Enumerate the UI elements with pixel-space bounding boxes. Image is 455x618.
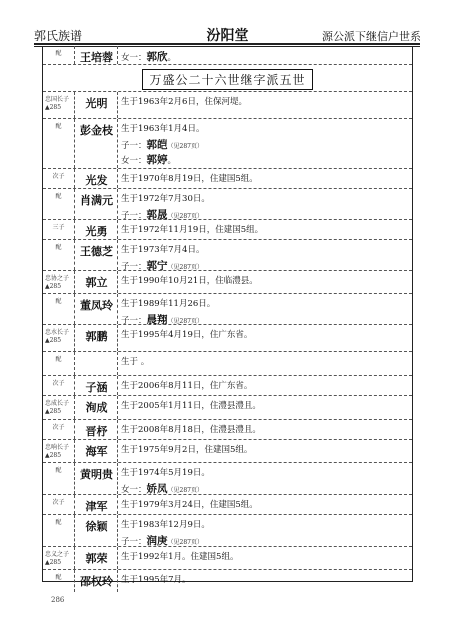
child-name: 郭婷 bbox=[146, 154, 168, 166]
relation-label: 配 bbox=[55, 574, 62, 581]
relation-cell bbox=[43, 352, 75, 375]
generation-band bbox=[43, 65, 412, 92]
detail-text: 生于1974年5月19日。 bbox=[121, 468, 210, 478]
relation-cell bbox=[43, 92, 75, 118]
person-name: 肖满元 bbox=[80, 194, 113, 207]
detail-line bbox=[121, 423, 261, 435]
relation-label: 三子 bbox=[52, 224, 65, 231]
detail-suffix: 。 bbox=[167, 156, 177, 166]
detail-line bbox=[121, 518, 210, 530]
relation-cell bbox=[43, 396, 75, 419]
detail-text: 子一： bbox=[121, 211, 147, 221]
person-name: 洵成 bbox=[85, 401, 108, 414]
detail-text: 生于2006年8月11日，住广东省。 bbox=[121, 381, 253, 391]
relation-cell bbox=[43, 169, 75, 188]
detail-text: 生于1995年7月。 bbox=[121, 575, 191, 585]
detail-cell bbox=[118, 119, 412, 168]
person-name: 光发 bbox=[85, 174, 108, 187]
detail-cell bbox=[118, 570, 412, 592]
detail-cell bbox=[118, 376, 412, 395]
detail-text: 生于1979年3月24日，住建国5组。 bbox=[121, 500, 258, 510]
person-name: 王培蓉 bbox=[80, 51, 113, 64]
detail-cell bbox=[118, 515, 412, 546]
page-reference: （见287页） bbox=[167, 143, 203, 150]
detail-line bbox=[121, 192, 210, 204]
relation-cell bbox=[43, 495, 75, 514]
person-name: 郭鹏 bbox=[85, 330, 108, 343]
detail-line bbox=[121, 243, 204, 255]
detail-text: 生于1990年10月21日，住临澧县。 bbox=[121, 276, 258, 286]
relation-label: 配 bbox=[55, 467, 62, 474]
detail-line bbox=[121, 573, 191, 585]
relation-label: 配 bbox=[55, 356, 62, 363]
page-reference: （见287页） bbox=[167, 213, 203, 220]
name-cell bbox=[75, 92, 118, 118]
name-cell bbox=[75, 46, 118, 64]
detail-line bbox=[121, 481, 203, 496]
detail-suffix: 。 bbox=[167, 53, 177, 63]
page-reference: （见287页） bbox=[167, 487, 203, 494]
detail-line bbox=[121, 379, 252, 391]
detail-text: 生于2008年8月18日，住澧县澧且。 bbox=[121, 425, 261, 435]
person-name: 海军 bbox=[85, 445, 108, 458]
relation-label: 忠协之子 ▲285 bbox=[45, 275, 70, 290]
table-row bbox=[43, 220, 412, 240]
detail-line bbox=[121, 533, 203, 548]
detail-cell bbox=[118, 92, 412, 118]
relation-label: 配 bbox=[55, 298, 62, 305]
relation-cell bbox=[43, 271, 75, 293]
child-name: 郭欣 bbox=[146, 51, 168, 63]
name-cell bbox=[75, 325, 118, 351]
detail-text: 生于1970年8月19日，住建国5组。 bbox=[121, 174, 258, 184]
detail-line bbox=[121, 466, 210, 478]
table-row bbox=[43, 240, 412, 271]
name-cell bbox=[75, 463, 118, 494]
name-cell bbox=[75, 240, 118, 270]
person-name: 郭荣 bbox=[85, 552, 108, 565]
table-row bbox=[43, 440, 412, 463]
detail-text: 子一： bbox=[121, 316, 147, 326]
relation-cell bbox=[43, 119, 75, 168]
table-row bbox=[43, 46, 412, 65]
table-row bbox=[43, 376, 412, 396]
header-rule-thick bbox=[34, 43, 420, 45]
detail-line bbox=[121, 172, 258, 184]
detail-line bbox=[121, 122, 204, 134]
table-row bbox=[43, 189, 412, 220]
table-row bbox=[43, 325, 412, 352]
detail-text: 生于1973年7月4日。 bbox=[121, 245, 205, 255]
relation-cell bbox=[43, 240, 75, 270]
detail-line bbox=[121, 297, 215, 309]
relation-label: 次子 bbox=[52, 380, 65, 387]
detail-text: 生于1963年2月6日，住保河堤。 bbox=[121, 97, 247, 107]
name-cell bbox=[75, 220, 118, 239]
detail-text: 子一： bbox=[121, 537, 147, 547]
detail-line bbox=[121, 355, 149, 367]
detail-cell bbox=[118, 189, 412, 219]
detail-cell bbox=[118, 294, 412, 324]
detail-line bbox=[121, 95, 247, 107]
page-header bbox=[0, 0, 455, 44]
relation-cell bbox=[43, 325, 75, 351]
person-name: 董凤玲 bbox=[80, 299, 113, 312]
table-row bbox=[43, 271, 412, 294]
table-row bbox=[43, 294, 412, 325]
name-cell bbox=[75, 294, 118, 324]
relation-label: 配 bbox=[55, 123, 62, 130]
detail-cell bbox=[118, 440, 412, 462]
name-cell bbox=[75, 570, 118, 592]
person-name: 王德芝 bbox=[80, 245, 113, 258]
person-name: 津军 bbox=[85, 500, 108, 513]
table-row bbox=[43, 352, 412, 376]
relation-cell bbox=[43, 420, 75, 439]
detail-text: 生于1972年7月30日。 bbox=[121, 194, 210, 204]
detail-cell bbox=[118, 240, 412, 270]
relation-label: 忠国长子 ▲285 bbox=[45, 96, 70, 111]
detail-cell bbox=[118, 420, 412, 439]
relation-label: 次子 bbox=[52, 424, 65, 431]
person-name: 徐颖 bbox=[85, 520, 108, 533]
relation-cell bbox=[43, 463, 75, 494]
relation-cell bbox=[43, 220, 75, 239]
person-name: 晋杼 bbox=[85, 425, 108, 438]
branch-title: 源公派下继信户世系 bbox=[322, 30, 421, 43]
table-row bbox=[43, 119, 412, 169]
page-reference: （见287页） bbox=[167, 539, 203, 546]
detail-text: 生于1972年11月19日，住建国5组。 bbox=[121, 225, 264, 235]
detail-text: 生于1995年4月19日，住广东省。 bbox=[121, 330, 253, 340]
detail-line bbox=[121, 443, 252, 455]
detail-cell bbox=[118, 271, 412, 293]
detail-line bbox=[121, 498, 258, 510]
generation-title: 万盛公二十六世继字派五世 bbox=[142, 69, 312, 90]
detail-cell bbox=[118, 352, 412, 375]
relation-label: 忠义之子 ▲285 bbox=[45, 551, 70, 566]
person-name: 邵权玲 bbox=[80, 575, 113, 588]
name-cell bbox=[75, 271, 118, 293]
relation-label: 配 bbox=[55, 244, 62, 251]
genealogy-table bbox=[42, 46, 413, 588]
table-row bbox=[43, 92, 412, 119]
detail-text: 生于1963年1月4日。 bbox=[121, 124, 205, 134]
child-name: 郭宁 bbox=[146, 260, 168, 272]
table-row bbox=[43, 420, 412, 440]
relation-cell bbox=[43, 46, 75, 64]
table-row bbox=[43, 169, 412, 189]
detail-text: 女一： bbox=[121, 485, 147, 495]
table-row bbox=[43, 570, 412, 592]
name-cell bbox=[75, 189, 118, 219]
child-name: 润庚 bbox=[146, 535, 168, 547]
relation-cell bbox=[43, 189, 75, 219]
detail-text: 子一： bbox=[121, 141, 147, 151]
child-name: 娇凤 bbox=[146, 483, 168, 495]
relation-cell bbox=[43, 294, 75, 324]
name-cell bbox=[75, 515, 118, 546]
detail-cell bbox=[118, 169, 412, 188]
table-row bbox=[43, 547, 412, 570]
relation-label: 配 bbox=[55, 50, 62, 57]
detail-line bbox=[121, 49, 176, 64]
name-cell bbox=[75, 119, 118, 168]
relation-label: 次子 bbox=[52, 173, 65, 180]
detail-line bbox=[121, 223, 263, 235]
relation-cell bbox=[43, 570, 75, 592]
relation-cell bbox=[43, 547, 75, 569]
name-cell bbox=[75, 376, 118, 395]
detail-text: 子一： bbox=[121, 262, 147, 272]
detail-text: 生于1975年9月2日，住建国5组。 bbox=[121, 445, 253, 455]
detail-line bbox=[121, 328, 252, 340]
page-number: 286 bbox=[51, 596, 65, 604]
relation-cell bbox=[43, 376, 75, 395]
name-cell bbox=[75, 169, 118, 188]
table-row bbox=[43, 463, 412, 495]
detail-text: 生于2005年1月11日，住澧县澧且。 bbox=[121, 401, 261, 411]
person-name: 彭金枝 bbox=[80, 124, 113, 137]
relation-label: 忠响长子 ▲285 bbox=[45, 444, 70, 459]
page-reference: （见287页） bbox=[167, 318, 203, 325]
relation-cell bbox=[43, 515, 75, 546]
relation-label: 忠成长子 ▲285 bbox=[45, 400, 70, 415]
person-name: 光勇 bbox=[85, 225, 108, 238]
child-name: 晨翔 bbox=[146, 314, 168, 326]
detail-text: 女一： bbox=[121, 53, 147, 63]
detail-cell bbox=[118, 220, 412, 239]
table-row bbox=[43, 515, 412, 547]
relation-label: 配 bbox=[55, 519, 62, 526]
relation-cell bbox=[43, 440, 75, 462]
detail-text: 生于1989年11月26日。 bbox=[121, 299, 216, 309]
relation-label: 配 bbox=[55, 193, 62, 200]
person-name: 郭立 bbox=[85, 276, 108, 289]
detail-cell bbox=[118, 547, 412, 569]
name-cell bbox=[75, 495, 118, 514]
detail-line bbox=[121, 399, 261, 411]
detail-line bbox=[121, 550, 238, 562]
detail-cell bbox=[118, 46, 412, 64]
detail-cell bbox=[118, 463, 412, 494]
detail-cell bbox=[118, 325, 412, 351]
detail-cell bbox=[118, 495, 412, 514]
name-cell bbox=[75, 396, 118, 419]
relation-label: 次子 bbox=[52, 499, 65, 506]
relation-label: 忠水长子 ▲285 bbox=[45, 329, 70, 344]
person-name: 子涵 bbox=[85, 381, 108, 394]
child-name: 郭晟 bbox=[146, 209, 168, 221]
detail-line bbox=[121, 274, 258, 286]
page-reference: （见287页） bbox=[167, 264, 203, 271]
name-cell bbox=[75, 547, 118, 569]
hall-name: 汾阳堂 bbox=[206, 28, 249, 44]
detail-text: 生于1983年12月9日。 bbox=[121, 520, 210, 530]
person-name: 光明 bbox=[85, 97, 108, 110]
detail-text: 女一： bbox=[121, 156, 147, 166]
detail-cell bbox=[118, 396, 412, 419]
detail-text: 生于 。 bbox=[121, 357, 150, 367]
name-cell bbox=[75, 420, 118, 439]
person-name: 黄明贵 bbox=[80, 468, 113, 481]
detail-text: 生于1992年1月。住建国5组。 bbox=[121, 552, 239, 562]
table-row bbox=[43, 495, 412, 515]
name-cell bbox=[75, 440, 118, 462]
name-cell bbox=[75, 352, 118, 375]
detail-line bbox=[121, 137, 203, 152]
table-row bbox=[43, 396, 412, 420]
detail-line bbox=[121, 152, 176, 167]
child-name: 郭皑 bbox=[146, 139, 168, 151]
book-title: 郭氏族谱 bbox=[34, 29, 83, 43]
